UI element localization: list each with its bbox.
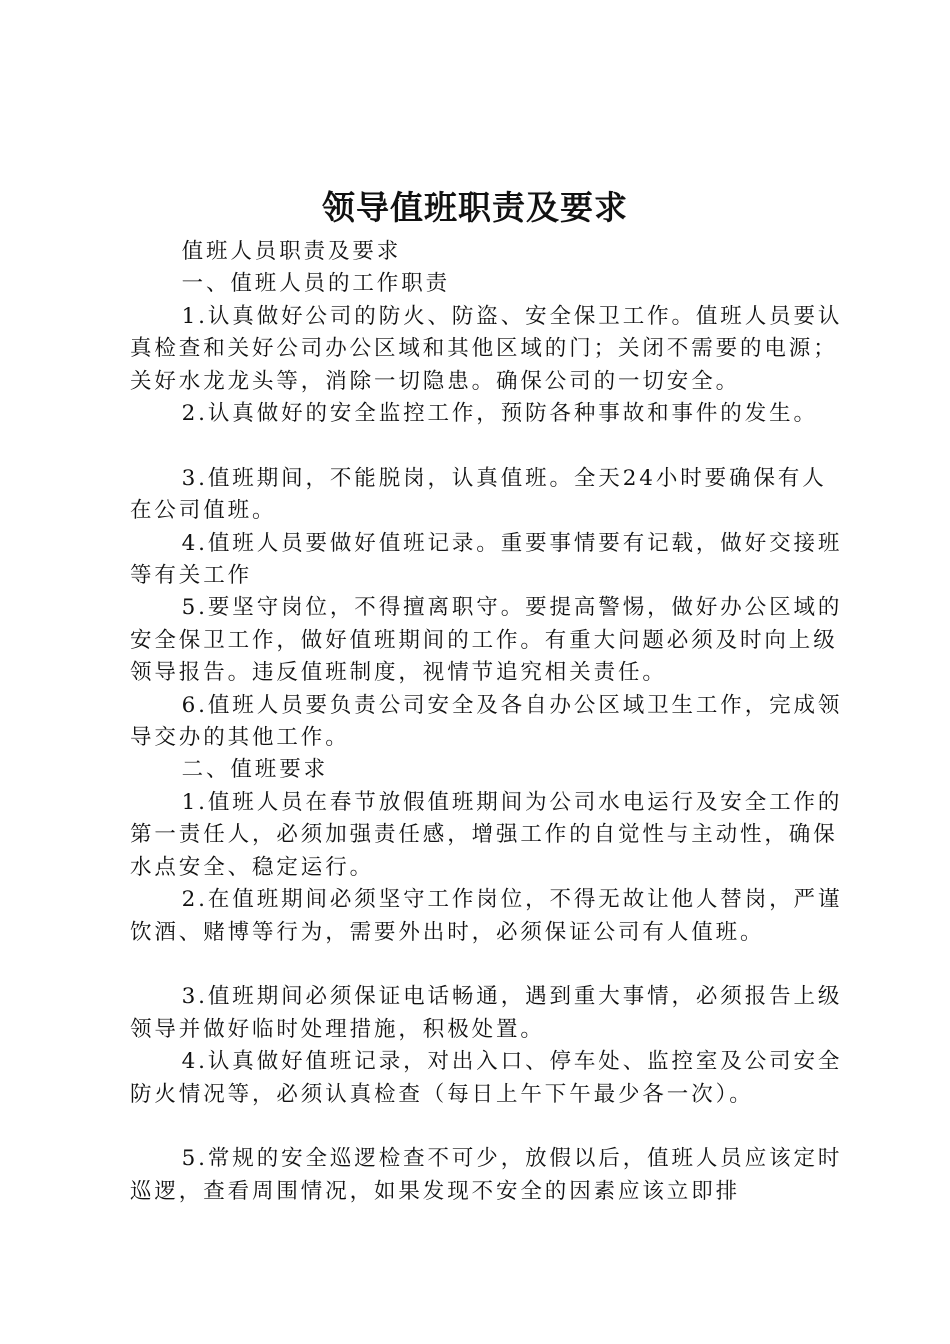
duty-item-4: 4.值班人员要做好值班记录。重要事情要有记载，做好交接班等有关工作 — [130, 530, 843, 589]
section-heading-requirements: 二、值班要求 — [181, 757, 328, 783]
document-title: 领导值班职责及要求 — [322, 188, 628, 227]
requirement-item-5: 5.常规的安全巡逻检查不可少，放假以后，值班人员应该定时巡逻，查看周围情况，如果发现不安全的因素应该立即排 — [130, 1146, 843, 1204]
section-heading-duties: 一、值班人员的工作职责 — [181, 271, 450, 297]
document-body — [130, 236, 846, 1208]
requirement-item-3: 3.值班期间必须保证电话畅通，遇到重大事情，必须报告上级领导并做好临时处理措施，积极处置。 — [130, 984, 843, 1042]
duty-item-5: 5.要坚守岗位，不得擅离职守。要提高警惕，做好办公区域的安全保卫工作，做好值班期间的工作。有重大问题必须及时向上级领导报告。违反值班制度，视情节追究相关责任。 — [130, 595, 843, 686]
requirement-item-4: 4.认真做好值班记录，对出入口、停车处、监控室及公司安全防火情况等，必须认真检查（每日上午下午最少各一次）。 — [130, 1049, 843, 1107]
paragraph-heading: 值班人员职责及要求 — [181, 239, 402, 264]
duty-item-1: 1.认真做好公司的防火、防盗、安全保卫工作。值班人员要认真检查和关好公司办公区域和其他区域的门；关闭不需要的电源；关好水龙龙头等，消除一切隐患。确保公司的一切安全。 — [130, 303, 843, 394]
duty-item-2: 2.认真做好的安全监控工作，预防各种事故和事件的发生。 — [181, 401, 818, 427]
requirement-item-1: 1.值班人员在春节放假值班期间为公司水电运行及安全工作的第一责任人，必须加强责任感，增强工作的自觉性与主动性，确保水点安全、稳定运行。 — [130, 789, 843, 880]
requirement-item-2: 2.在值班期间必须坚守工作岗位，不得无故让他人替岗，严谨饮酒、赌博等行为，需要外出时，必须保证公司有人值班。 — [130, 887, 843, 945]
duty-item-6: 6.值班人员要负责公司安全及各自办公区域卫生工作，完成领导交办的其他工作。 — [130, 692, 843, 751]
duty-item-3: 3.值班期间，不能脱岗，认真值班。全天24小时要确保有人在公司值班。 — [130, 465, 827, 524]
